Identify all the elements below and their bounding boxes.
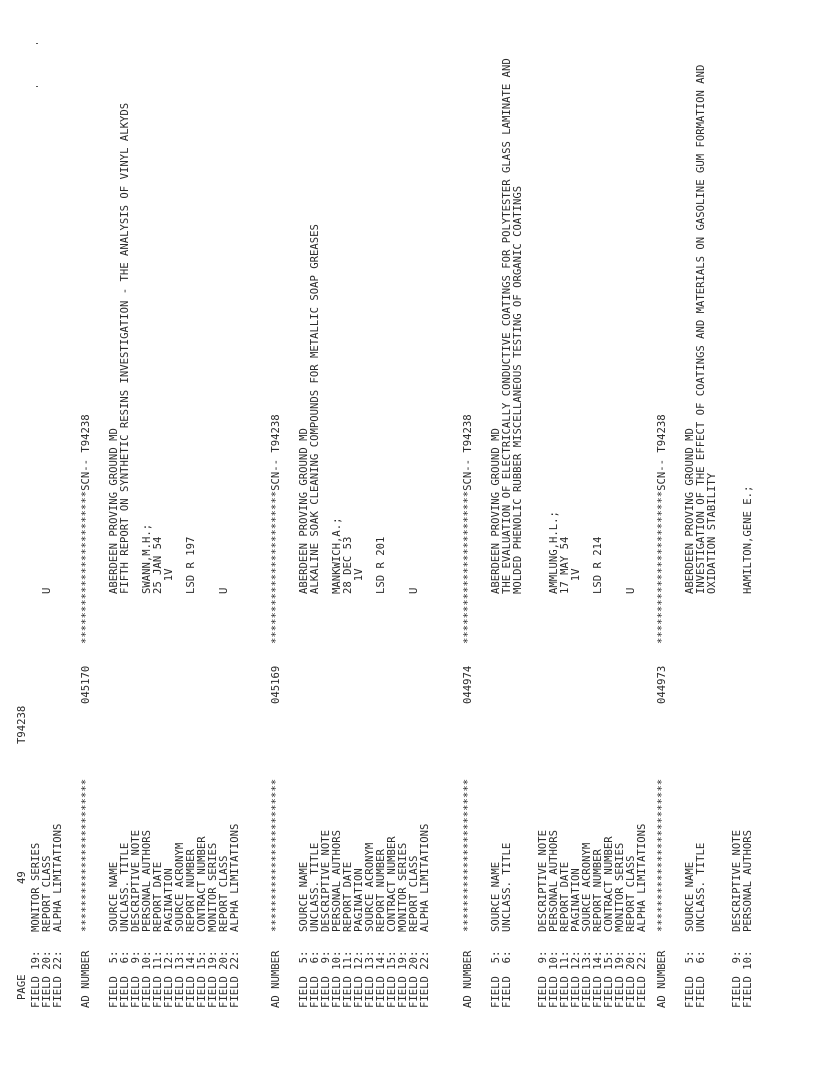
field-number: FIELD 6:: [119, 950, 131, 1008]
field-value: MOLDED PHENOLIC RUBBER MISCELLANEOUS TESTING OF ORGANIC COATINGS: [512, 185, 524, 594]
field-number: FIELD 14:: [375, 950, 387, 1008]
field-number: FIELD 12:: [570, 950, 582, 1008]
field-value: 28 DEC 53: [342, 536, 354, 594]
field-label: SOURCE NAME: [490, 861, 502, 932]
field-number: FIELD 9:: [537, 950, 549, 1008]
field-label: ALPHA LIMITATIONS: [52, 823, 64, 932]
field-label: MONITOR SERIES: [397, 842, 409, 932]
field-label: MONITOR SERIES: [207, 842, 219, 932]
field-label: ALPHA LIMITATIONS: [636, 823, 648, 932]
field-number: FIELD 22:: [52, 950, 64, 1008]
ad-number-label: AD NUMBER: [656, 950, 668, 1008]
page-label: PAGE: [16, 974, 28, 1000]
field-label: UNCLASS. TITLE: [501, 842, 513, 932]
field-number: FIELD 19:: [30, 950, 42, 1008]
separator-stars-scn: ************************SCN-- T94238: [462, 414, 474, 644]
field-number: FIELD 11:: [342, 950, 354, 1008]
field-value: HAMILTON,GENE E.;: [742, 485, 754, 594]
field-label: PAGINATION: [163, 868, 175, 932]
field-value: U: [218, 587, 230, 594]
field-number: FIELD 22:: [636, 950, 648, 1008]
field-number: FIELD 14:: [185, 950, 197, 1008]
field-value: U: [625, 587, 637, 594]
ad-number: 044973: [656, 665, 668, 704]
field-value: MANKWICH,A.;: [331, 517, 343, 594]
field-number: FIELD 6:: [501, 950, 513, 1008]
field-number: FIELD 9:: [130, 950, 142, 1008]
scn-code: T94238: [16, 705, 28, 744]
field-value: ABERDEEN PROVING GROUND MD: [684, 428, 696, 594]
separator-stars-scn: ************************SCN-- T94238: [656, 414, 668, 644]
field-label: CONTRACT NUMBER: [386, 836, 398, 932]
field-number: FIELD 10:: [742, 950, 754, 1008]
separator-stars-scn: ************************SCN-- T94238: [80, 414, 92, 644]
field-value: SWANN,M.H.;: [141, 523, 153, 594]
field-label: REPORT CLASS: [625, 855, 637, 932]
field-number: FIELD 14:: [592, 950, 604, 1008]
field-value: ABERDEEN PROVING GROUND MD: [298, 428, 310, 594]
field-number: FIELD 19:: [397, 950, 409, 1008]
field-label: UNCLASS. TITLE: [695, 842, 707, 932]
field-label: SOURCE ACRONYM: [581, 842, 593, 932]
field-number: FIELD 15:: [196, 950, 208, 1008]
field-number: FIELD 20:: [408, 950, 420, 1008]
field-label: REPORT NUMBER: [375, 849, 387, 932]
separator-stars-scn: ************************SCN-- T94238: [270, 414, 282, 644]
field-label: DESCRIPTIVE NOTE: [537, 829, 549, 932]
field-label: DESCRIPTIVE NOTE: [320, 829, 332, 932]
field-label: MONITOR SERIES: [614, 842, 626, 932]
field-label: DESCRIPTIVE NOTE: [130, 829, 142, 932]
field-number: FIELD 19:: [207, 950, 219, 1008]
field-value: LSD R 197: [185, 536, 197, 594]
field-number: FIELD 6:: [309, 950, 321, 1008]
field-number: FIELD 13:: [364, 950, 376, 1008]
field-value: LSD R 214: [592, 536, 604, 594]
field-value: 1V: [163, 568, 175, 594]
field-label: REPORT NUMBER: [185, 849, 197, 932]
ad-number-label: AD NUMBER: [462, 950, 474, 1008]
ad-number: 044974: [462, 665, 474, 704]
field-value: ABERDEEN PROVING GROUND MD: [490, 428, 502, 594]
field-value: 17 MAY 54: [559, 536, 571, 594]
field-number: FIELD 13:: [174, 950, 186, 1008]
field-label: SOURCE ACRONYM: [174, 842, 186, 932]
field-value: 1V: [570, 568, 582, 594]
field-number: FIELD 9:: [731, 950, 743, 1008]
field-label: REPORT CLASS: [408, 855, 420, 932]
field-number: FIELD 10:: [331, 950, 343, 1008]
field-value: 1V: [353, 568, 365, 594]
field-label: PERSONAL AUTHORS: [548, 829, 560, 932]
field-label: MONITOR SERIES: [30, 842, 42, 932]
page-number: 49: [16, 871, 28, 884]
field-number: FIELD 22:: [229, 950, 241, 1008]
field-value: INVESTIGATION OF THE EFFECT OF COATINGS AND MATERIALS ON GASOLINE GUM FORMATION AND: [695, 64, 707, 594]
field-label: CONTRACT NUMBER: [196, 836, 208, 932]
field-label: ALPHA LIMITATIONS: [229, 823, 241, 932]
field-value: AMMLUNG,H.L.;: [548, 511, 560, 594]
field-value: ABERDEEN PROVING GROUND MD: [108, 428, 120, 594]
separator-stars: ************************: [270, 778, 282, 932]
field-number: FIELD 13:: [581, 950, 593, 1008]
field-value: U: [408, 587, 420, 594]
ad-number: 045170: [80, 665, 92, 704]
scan-speck: [36, 86, 38, 87]
field-number: FIELD 12:: [353, 950, 365, 1008]
field-label: SOURCE NAME: [108, 861, 120, 932]
field-number: FIELD 5:: [490, 950, 502, 1008]
field-label: REPORT DATE: [559, 861, 571, 932]
field-label: SOURCE NAME: [298, 861, 310, 932]
ad-number-label: AD NUMBER: [270, 950, 282, 1008]
field-label: UNCLASS. TITLE: [119, 842, 131, 932]
field-label: REPORT CLASS: [41, 855, 53, 932]
field-number: FIELD 11:: [559, 950, 571, 1008]
field-number: FIELD 15:: [386, 950, 398, 1008]
field-number: FIELD 10:: [548, 950, 560, 1008]
field-value: FIFTH REPORT ON SYNTHETIC RESINS INVESTIGATION - THE ANALYSIS OF VINYL ALKYDS: [119, 102, 131, 594]
field-number: FIELD 5:: [298, 950, 310, 1008]
field-number: FIELD 20:: [41, 950, 53, 1008]
ad-number: 045169: [270, 665, 282, 704]
field-label: REPORT CLASS: [218, 855, 230, 932]
field-label: PERSONAL AUTHORS: [141, 829, 153, 932]
field-label: PAGINATION: [570, 868, 582, 932]
field-number: FIELD 15:: [603, 950, 615, 1008]
field-number: FIELD 20:: [625, 950, 637, 1008]
field-number: FIELD 11:: [152, 950, 164, 1008]
field-number: FIELD 22:: [419, 950, 431, 1008]
field-value: OXIDATION STABILITY: [706, 472, 718, 594]
field-number: FIELD 6:: [695, 950, 707, 1008]
separator-stars: ************************: [656, 778, 668, 932]
field-number: FIELD 10:: [141, 950, 153, 1008]
field-number: FIELD 20:: [218, 950, 230, 1008]
field-label: REPORT DATE: [342, 861, 354, 932]
field-value: ALKALINE SOAK CLEANING COMPOUNDS FOR METALLIC SOAP GREASES: [309, 224, 321, 594]
field-label: CONTRACT NUMBER: [603, 836, 615, 932]
ad-number-label: AD NUMBER: [80, 950, 92, 1008]
field-label: REPORT DATE: [152, 861, 164, 932]
field-label: REPORT NUMBER: [592, 849, 604, 932]
field-number: FIELD 12:: [163, 950, 175, 1008]
field-number: FIELD 19:: [614, 950, 626, 1008]
field-value: 25 JAN 54: [152, 536, 164, 594]
field-label: SOURCE ACRONYM: [364, 842, 376, 932]
field-label: UNCLASS. TITLE: [309, 842, 321, 932]
field-value: U: [41, 587, 53, 594]
scan-speck: [36, 43, 38, 44]
field-number: FIELD 9:: [320, 950, 332, 1008]
field-label: PERSONAL AUTHORS: [742, 829, 754, 932]
field-label: DESCRIPTIVE NOTE: [731, 829, 743, 932]
separator-stars: ************************: [80, 778, 92, 932]
field-value: THE EVALUATION OF ELECTRICALLY CONDUCTIVE COATINGS FOR POLYTESTER GLASS LAMINATE AND: [501, 58, 513, 594]
field-number: FIELD 5:: [108, 950, 120, 1008]
field-label: SOURCE NAME: [684, 861, 696, 932]
field-number: FIELD 5:: [684, 950, 696, 1008]
field-label: PAGINATION: [353, 868, 365, 932]
field-value: LSD R 201: [375, 536, 387, 594]
field-label: ALPHA LIMITATIONS: [419, 823, 431, 932]
field-label: PERSONAL AUTHORS: [331, 829, 343, 932]
separator-stars: ************************: [462, 778, 474, 932]
